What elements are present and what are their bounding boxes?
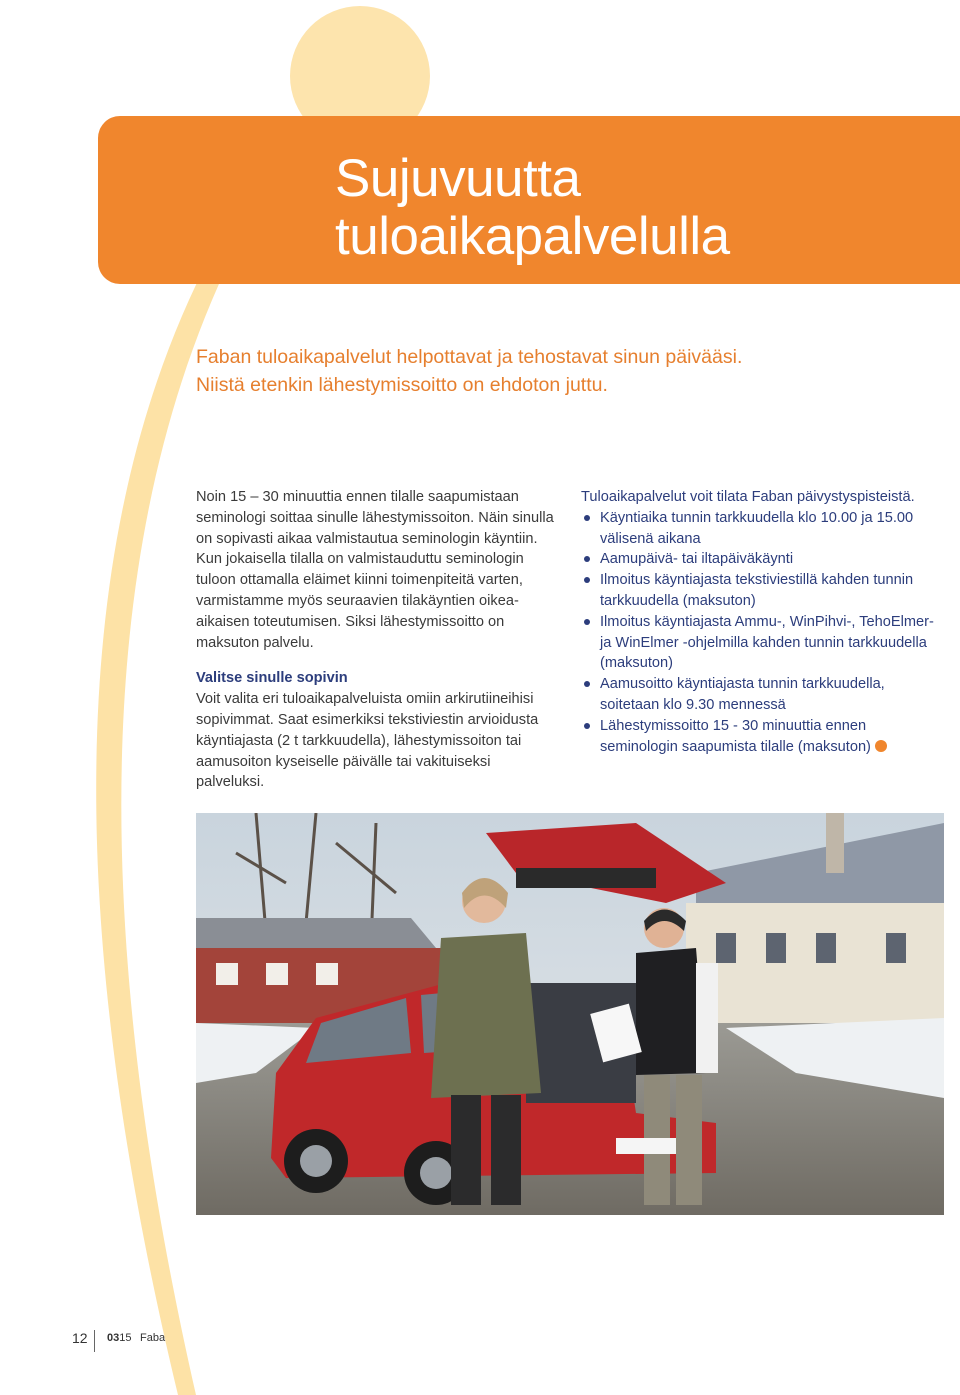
lead-text [196,343,896,399]
list-item: Aamupäivä- tai iltapäiväkäynti [581,549,943,570]
list-item: Käyntiaika tunnin tarkkuudella klo 10.00 ja 15.00 välisenä aikana [581,508,943,550]
intro-paragraph: Noin 15 – 30 minuuttia ennen tilalle saapumistaan seminologi soittaa sinulle lähestymissoiton. Näin sinulla on sopivasti aikaa valmistautua seminologin käyntiin. Kun jokaisella tilalla on valmistauduttu seminologin tuloon ottamalla eläimet kiinni toimenpiteitä varten, varmistamme myös seuraavien tilakäyntien oikea-aikaisen toteutumisen. Siksi lähestymissoitto on maksuton palvelu. [196,489,554,651]
right-column [581,487,943,757]
lead-line-1: Faban tuloaikapalvelut helpottavat ja tehostavat sinun päivääsi. [196,346,743,368]
choice-paragraph: Voit valita eri tuloaikapalveluista omiin arkirutiineihisi sopivimmat. Saat esimerkiksi tekstiviestin arvioidusta käyntiajasta (2 t tarkkuudella), lähestymissoiton tai aamusoiton kyseiselle päivälle tai vakituiseksi palveluksi. [196,691,539,791]
footer-divider [94,1330,95,1352]
end-mark-icon [875,740,887,752]
left-column [196,487,558,793]
photo-illustration [196,813,944,1215]
services-list [581,508,943,758]
list-item: Ilmoitus käyntiajasta tekstiviestillä kahden tunnin tarkkuudella (maksuton) [581,570,943,612]
issue-number: 0315 [107,1332,132,1344]
list-item: Ilmoitus käyntiajasta Ammu-, WinPihvi-, TehoElmer- ja WinElmer -ohjelmilla kahden tunnin tarkkuudella (maksuton) [581,612,943,674]
list-item: Aamusoitto käyntiajasta tunnin tarkkuudella, soitetaan klo 9.30 mennessä [581,674,943,716]
magazine-name: Faba [140,1332,166,1344]
page-number: 12 [72,1330,88,1346]
page-title [335,150,730,266]
photo-car-women [196,813,944,1215]
lead-line-2: Niistä etenkin lähestymissoitto on ehdoton juttu. [196,374,608,396]
subheading: Valitse sinulle sopivin [196,670,348,687]
title-line-2: tuloaikapalvelulla [335,207,730,266]
list-item: Lähestymissoitto 15 - 30 minuuttia ennen seminologin saapumista tilalle (maksuton) [581,716,943,758]
title-line-1: Sujuvuutta [335,149,581,208]
services-intro: Tuloaikapalvelut voit tilata Faban päivystyspisteistä. [581,489,915,505]
